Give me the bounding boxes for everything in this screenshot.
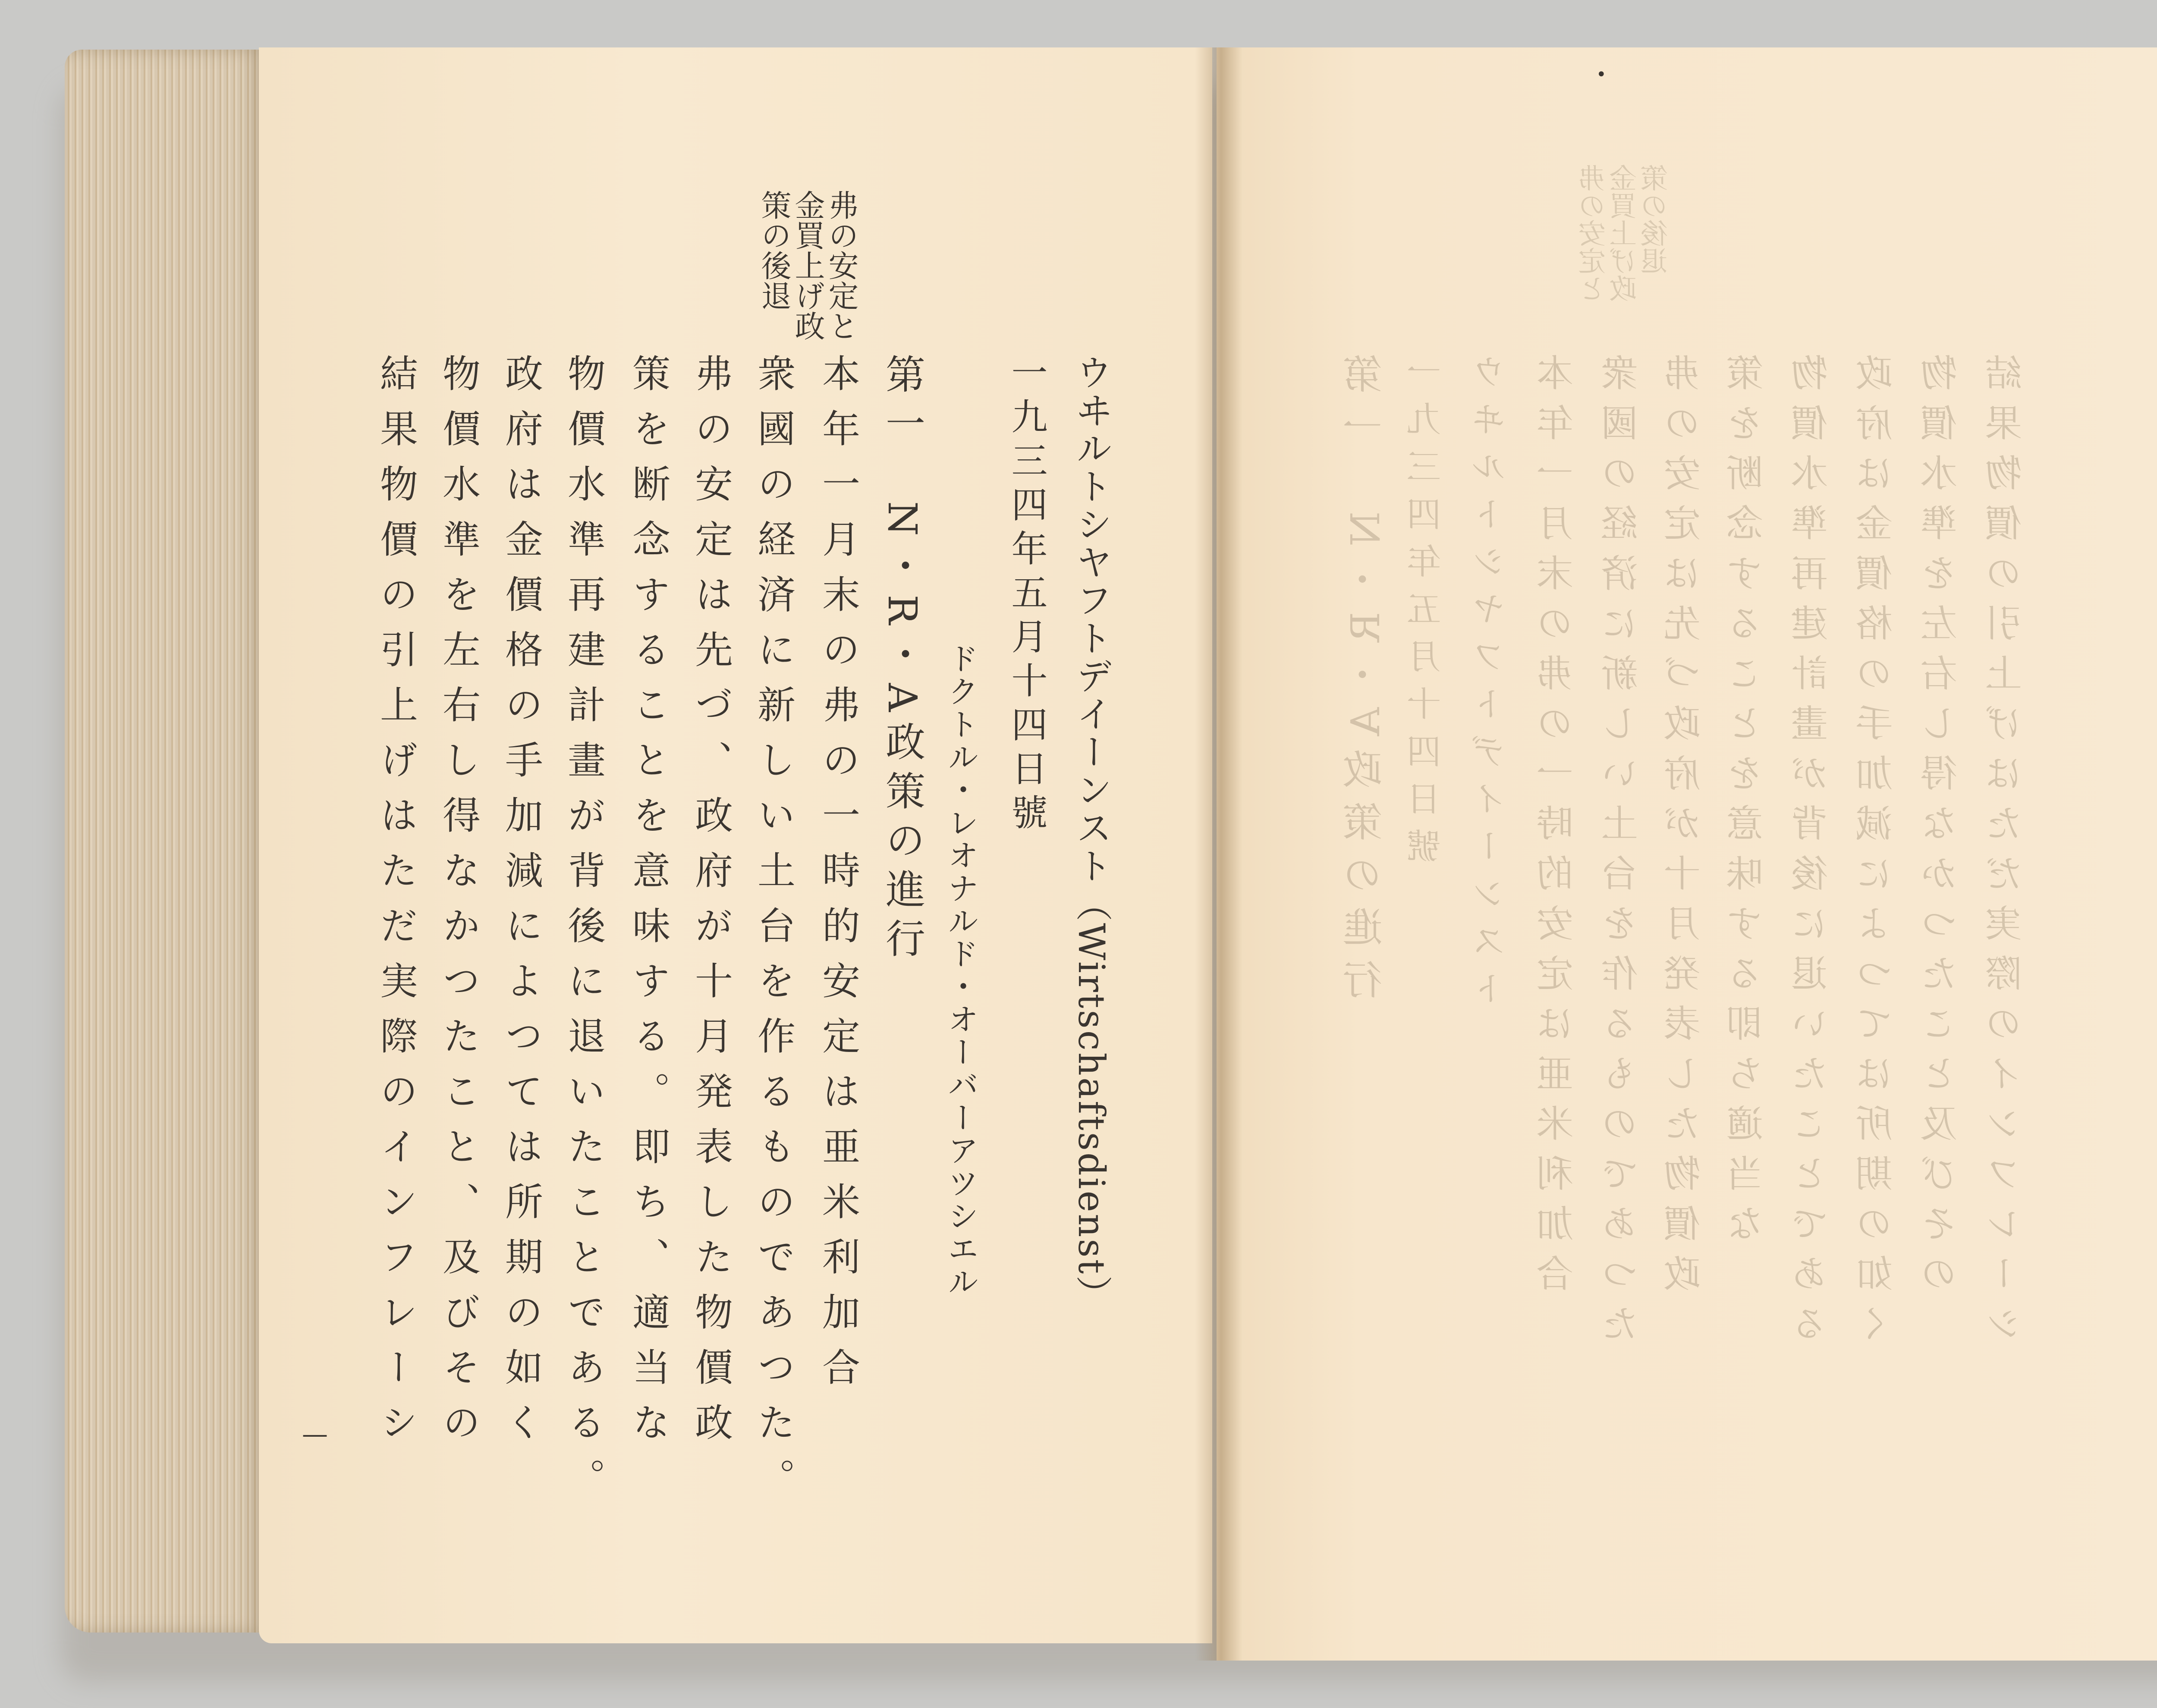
show-through-note: [1579, 164, 1672, 302]
show-through-column: 政府は金價格の手加減によつては所期の如く: [1856, 354, 1899, 1354]
book-gutter: [1195, 47, 1242, 1661]
show-through-note-line: 策の後退: [1641, 164, 1673, 274]
margin-note-line: 弗の安定と: [824, 190, 859, 341]
page-mark: —: [302, 1419, 328, 1449]
body-column: 政府は金價格の手加減によつては所期の如く: [499, 354, 544, 1458]
show-through-column: 物價水準を左右し得なかつたこと及びその: [1921, 354, 1964, 1304]
author-name: ドクトル・レオナルド・オーバーアツシエル: [943, 643, 979, 1298]
body-column: 弗の安定は先づ、政府が十月発表した物價政: [689, 354, 733, 1458]
show-through-column: 策を断念することを意味する即ち適当な: [1726, 354, 1770, 1254]
show-through-column: 衆國の経済に新しい土台を作るものであつた: [1601, 354, 1644, 1354]
periodical-title: ウヰルトシヤフトデイーンスト（Wirtschaftsdienst）: [1070, 354, 1113, 1314]
margin-note-line: 策の後退: [756, 190, 792, 311]
show-through-note-line: 弗の安定と: [1578, 164, 1610, 302]
body-column: 衆國の経済に新しい土台を作るものであつた。: [751, 354, 796, 1513]
show-through-column: ウヰルトシヤフトデイーンスト: [1472, 354, 1512, 1018]
body-column: 物價水準を左右し得なかつたこと、及びその: [437, 354, 481, 1458]
margin-note: [757, 190, 858, 341]
body-column: 策を断念することを意味する。即ち、適当な: [626, 354, 671, 1458]
page-edges-left: [65, 50, 263, 1633]
section-heading: 第一 N・R・A政策の進行: [879, 354, 925, 967]
ink-dot: •: [1596, 65, 1607, 85]
show-through-column: 弗の安定は先づ政府が十月発表した物價政: [1664, 354, 1707, 1304]
show-through-note-line: 金買上げ政: [1610, 164, 1641, 302]
show-through-column: 物價水準再建計畫が背後に退いたことである: [1791, 354, 1834, 1354]
issue-date: 一九三四年五月十四日號: [1006, 354, 1048, 838]
show-through-column: 第一 N・R・A政策の進行: [1343, 354, 1389, 1012]
show-through-column: 結果物價の引上げはただ実際のインフレーシ: [1985, 354, 2028, 1354]
show-through-column: 一九三四年五月十四日號: [1407, 354, 1447, 876]
body-column: 結果物價の引上げはただ実際のインフレーシ: [374, 354, 418, 1458]
margin-note-line: 金買上げ政: [790, 190, 825, 341]
body-column: 本年一月末の弗の一時的安定は亜米利加合: [816, 354, 861, 1403]
body-column: 物價水準再建計畫が背後に退いたことである。: [562, 354, 606, 1513]
show-through-column: 本年一月末の弗の一時的安定は亜米利加合: [1537, 354, 1580, 1304]
